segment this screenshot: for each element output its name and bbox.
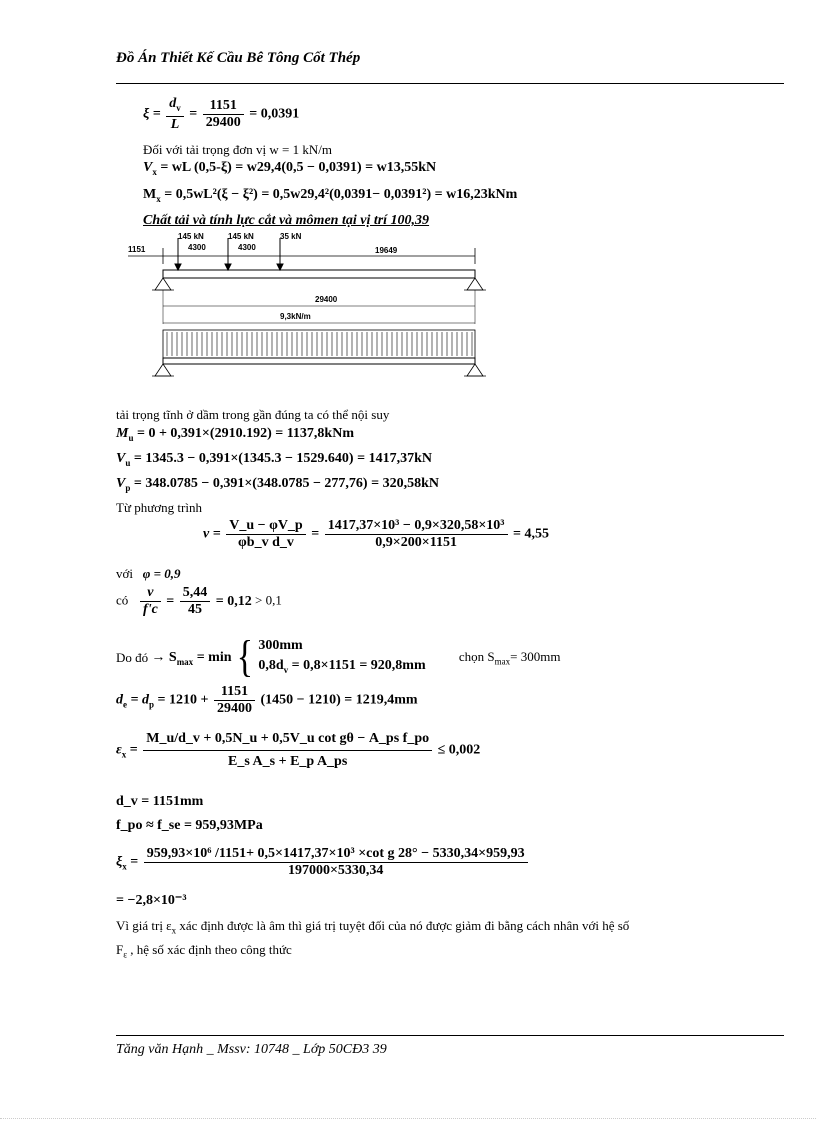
line-load-text: Đối với tải trọng đơn vị w = 1 kN/m <box>143 142 332 157</box>
eq-vx: $V_x$ = wL (0,5-ξ) = w29,4(0,5 − 0,0391) = w13,55kN <box>143 160 437 177</box>
header-rule <box>116 83 784 84</box>
supports-bottom <box>152 364 486 376</box>
eq-ex: $\varepsilon_x$ = $\frac{\text{M\_u/d\_v + 0,5N\_u + 0,5V\_u cot gθ − A\_ps f\_po}}{\text{E\_s A\_s + E\_p A\_ps}}$ ≤ 0,002 <box>116 728 480 773</box>
load-label-3: 35 kN <box>280 232 302 241</box>
load-label-2: 145 kN <box>228 232 254 241</box>
document-header-title: Đồ Án Thiết Kế Cầu Bê Tông Cốt Thép <box>116 50 361 66</box>
eq-ex2: $\xi_x$ = 959,93×10⁶ /1151+ 0,5×1417,37×10³ ×cot g 28° − 5330,34×959,93 197000×5330,34 <box>116 846 530 879</box>
with-phi: với φ = 0,9 <box>116 566 181 581</box>
eq-vp: $V_p = 348.0785 - 0,391\times(348.0785 - 277,76) = 320,58kN$ <box>116 476 439 493</box>
eq-vu: $V_u = 1345.3 - 0,391\times(1345.3 - 1529.640) = 1417,37kN$ <box>116 451 432 468</box>
co-ratio: có $\frac{v}{f'c}$ = $\frac{5,44}{45}$ = 0,12 > 0,1 <box>116 585 282 617</box>
dim-19649: 19649 <box>375 246 398 255</box>
beam-load-diagram <box>120 228 500 388</box>
footer-rule <box>116 1035 784 1036</box>
eq-fpo: f_po ≈ f_se = 959,93MPa <box>116 818 263 833</box>
beam-bottom <box>163 358 475 364</box>
udl-label: 9,3kN/m <box>280 312 311 321</box>
section-subtitle: Chất tải và tính lực cắt và mômen tại vị trí 100,39 <box>143 213 430 228</box>
label-1151: 1151 <box>128 245 146 254</box>
beam-top <box>163 270 475 278</box>
from-equation-text: Từ phương trình <box>116 500 202 515</box>
eq-xi: ξ = $\frac{d_v}{L}$ = $\frac{1151}{29400}$ = 0,0391 <box>143 96 300 132</box>
udl-box <box>163 330 475 358</box>
page-bottom-dotted <box>0 1118 816 1119</box>
smax-expression: Do đó → $S_{max} = \min$ { 300mm $0,8d_v = 0,8\times 1151 = 920,8mm$ chọn $S_{max}= 300mm$ <box>116 633 561 682</box>
paragraph-line-1: Vì giá trị $\varepsilon_x$ xác định được là âm thì giá trị tuyệt đối của nó được giảm đi bằng cách nhân với hệ số <box>116 918 630 936</box>
interp-text: tải trọng tĩnh ở dầm trong gần đúng ta có thể nội suy <box>116 407 390 422</box>
eq-v: v = $\frac{V\_u - \varphi V\_p}{\text{φb\_v d\_v}}$ = $\frac{\text{1417,37×10³ − 0,9×320,58×10³}}{0,9\times 200\times 1151}$ = 4,55 <box>203 518 549 550</box>
eq-mx: $M_x = 0,5wL^2(\xi - \xi^2) = 0,5w29,4^2(0,0391- 0,0391^2) = w16,23kNm$ <box>143 187 518 204</box>
load-label-1: 145 kN <box>178 232 204 241</box>
udl-arrows <box>167 332 472 356</box>
eq-ex2-result: = −2,8×10⁻³ <box>116 893 187 908</box>
eq-de: $d_e = d_p = 1210$ + $\frac{1151}{29400}$ (1450 − 1210) = 1219,4mm <box>116 684 418 716</box>
eq-mu: $M_u = 0 + 0,391\times(2910.192) = 1137,8kNm$ <box>116 426 354 443</box>
span-label: 29400 <box>315 295 338 304</box>
dim-4300-a: 4300 <box>188 243 206 252</box>
footer-text: Tăng văn Hạnh _ Mssv: 10748 _ Lớp 50CĐ3 39 <box>116 1042 387 1057</box>
paragraph-line-2: $F_\varepsilon$ , hệ số xác định theo công thức <box>116 942 292 960</box>
eq-dv: d_v = 1151mm <box>116 794 204 809</box>
supports-top <box>152 278 486 290</box>
dim-4300-b: 4300 <box>238 243 256 252</box>
